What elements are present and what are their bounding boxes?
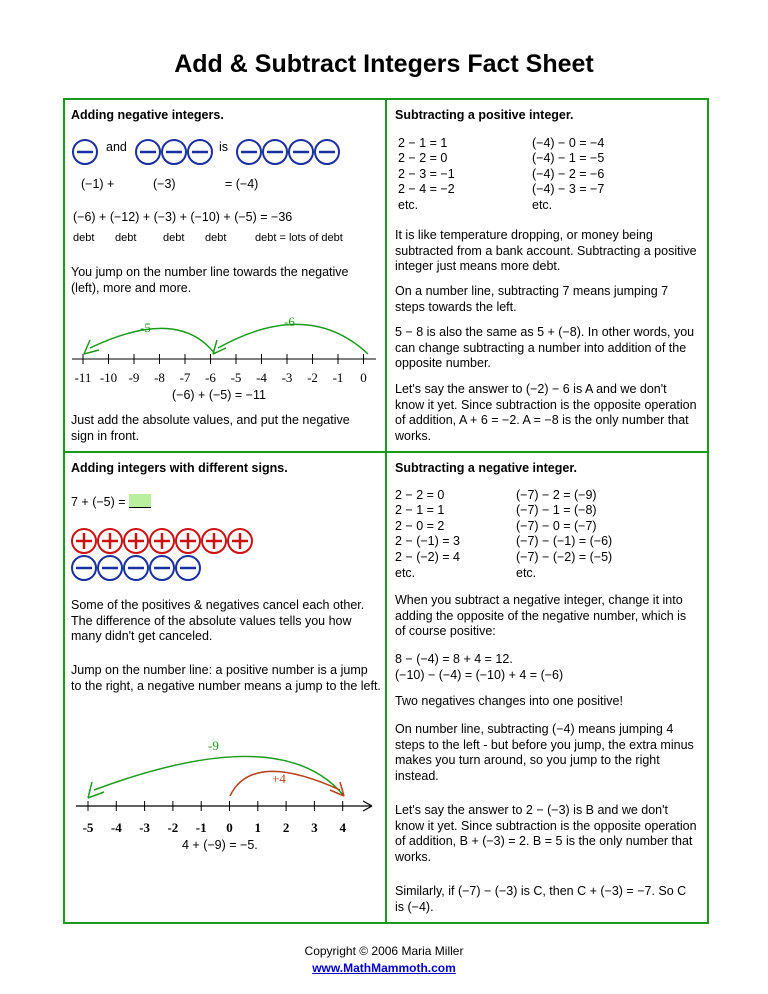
q3-para2: Jump on the number line: a positive number is a jump to the right, a negative number means a jump to the left. (71, 663, 381, 693)
q1-debt-3: debt (163, 232, 185, 244)
tick-label: -3 (281, 370, 293, 385)
q3-para1: Some of the positives & negatives cancel each other. The difference of the absolute values tells you how many didn't get canceled. (71, 598, 365, 644)
q2-left-row-5: etc. (398, 198, 419, 212)
q2-right-row-1: (−4) − 0 = −4 (532, 136, 605, 150)
tick-label: -5 (82, 820, 94, 835)
tick-label: -10 (99, 370, 118, 385)
q4-para3: On number line, subtracting (−4) means jumping 4 steps to the left - but before you jump, the extra minus makes you turn around, so you jump to the right instead. (395, 722, 694, 783)
tick-label: 4 (339, 820, 346, 835)
q2-right-row-5: etc. (532, 198, 553, 212)
q2-para3: 5 − 8 is also the same as 5 + (−8). In other words, you can change subtracting a number into addition of the opposite number. (395, 325, 695, 371)
integer-tokens-illustration (71, 526, 261, 584)
q3-arc-label-2: +4 (272, 771, 286, 786)
tick-label: -4 (256, 370, 267, 385)
q4-right-row-4: (−7) − (−1) = (−6) (516, 534, 613, 548)
q1-arc-label-2: -6 (284, 314, 295, 329)
q3-arc-label-1: -9 (208, 738, 219, 753)
q2-right-row-3: (−4) − 2 = −6 (532, 167, 605, 181)
q1-is-word: is (219, 140, 229, 154)
q2-left-row-4: 2 − 4 = −2 (398, 182, 455, 196)
q1-and-word: and (106, 140, 127, 154)
tick-label: -5 (230, 370, 242, 385)
q2-right-row-2: (−4) − 1 = −5 (532, 151, 605, 165)
tick-label: -1 (332, 370, 344, 385)
q1-debt-2: debt (115, 232, 137, 244)
tick-label: -9 (128, 370, 140, 385)
q2-left-row-2: 2 − 2 = 0 (398, 151, 448, 165)
q3-problem-text: 7 + (−5) = (71, 495, 126, 509)
website-link[interactable]: www.MathMammoth.com (312, 961, 456, 975)
q3-heading: Adding integers with different signs. (71, 461, 288, 475)
tick-label: -3 (139, 820, 151, 835)
tick-label: 2 (282, 820, 290, 835)
q1-arc-label-1: -5 (140, 320, 151, 335)
q4-right-row-3: (−7) − 0 = (−7) (516, 519, 597, 533)
q4-left-row-1: 2 − 2 = 0 (395, 488, 445, 502)
q1-label-c: = (−4) (225, 177, 259, 191)
q1-para2: Just add the absolute values, and put the negative sign in front. (71, 413, 350, 443)
tick-label: -2 (167, 820, 179, 835)
tick-label: -11 (74, 370, 92, 385)
q2-para2: On a number line, subtracting 7 means jumping 7 steps towards the left. (395, 284, 669, 314)
page-title: Add & Subtract Integers Fact Sheet (174, 50, 594, 78)
q3-caption: 4 + (−9) = −5. (182, 838, 258, 852)
tick-label: -8 (154, 370, 165, 385)
q2-heading: Subtracting a positive integer. (395, 108, 574, 122)
q3-problem (71, 494, 151, 511)
q1-debt-4: debt (205, 232, 227, 244)
q1-debt-5: debt = lots of debt (255, 232, 343, 244)
tick-label: -4 (110, 820, 122, 835)
q1-sum-line: (−6) + (−12) + (−3) + (−10) + (−5) = −36 (73, 210, 293, 224)
q4-right-row-5: (−7) − (−2) = (−5) (516, 550, 613, 564)
q3-number-line (72, 730, 382, 820)
q4-para1: When you subtract a negative integer, change it into adding the opposite of the negative number, which is of course positive: (395, 593, 687, 639)
tick-label: 1 (254, 820, 262, 835)
q1-heading: Adding negative integers. (71, 108, 224, 122)
q4-left-row-4: 2 − (−1) = 3 (395, 534, 460, 548)
q1-caption: (−6) + (−5) = −11 (172, 388, 266, 402)
q4-para2: Two negatives changes into one positive! (395, 694, 623, 708)
tick-label: 0 (226, 820, 233, 835)
q1-para1: You jump on the number line towards the negative (left), more and more. (71, 265, 349, 295)
q4-para4: Let's say the answer to 2 − (−3) is B and we don't know it yet. Since subtraction is the opposite operation of addition, B + (−3) = 2. B = 5 is the only number that works. (395, 803, 697, 864)
q4-left-row-3: 2 − 0 = 2 (395, 519, 445, 533)
tick-label: 0 (360, 370, 367, 385)
tick-label: -1 (195, 820, 207, 835)
q1-debt-1: debt (73, 232, 95, 244)
q4-left-row-2: 2 − 1 = 1 (395, 503, 445, 517)
q4-para5: Similarly, if (−7) − (−3) is C, then C + (−3) = −7. So C is (−4). (395, 884, 687, 914)
q1-label-b: (−3) (153, 177, 176, 191)
grid-divider-vertical (385, 98, 387, 924)
q4-left-row-6: etc. (395, 566, 416, 580)
q4-right-row-1: (−7) − 2 = (−9) (516, 488, 597, 502)
tick-label: -6 (205, 370, 216, 385)
q2-left-row-3: 2 − 3 = −1 (398, 167, 455, 181)
tick-label: 3 (311, 820, 318, 835)
q1-label-a: (−1) + (81, 177, 115, 191)
tick-label: -7 (179, 370, 191, 385)
tick-label: -2 (307, 370, 318, 385)
q2-para1: It is like temperature dropping, or money being subtracted from a bank account. Subtracting a positive integer just means more debt. (395, 228, 697, 274)
q4-heading: Subtracting a negative integer. (395, 461, 577, 475)
q2-right-row-4: (−4) − 3 = −7 (532, 182, 605, 196)
q4-left-row-5: 2 − (−2) = 4 (395, 550, 460, 564)
q2-para4: Let's say the answer to (−2) − 6 is A and we don't know it yet. Since subtraction is the opposite operation of addition, A + 6 = −2. A = −8 is the only number that works. (395, 382, 697, 443)
q4-eq2: (−10) − (−4) = (−10) + 4 = (−6) (395, 668, 564, 682)
copyright: Copyright © 2006 Maria Miller (304, 944, 464, 958)
q2-left-row-1: 2 − 1 = 1 (398, 136, 448, 150)
grid-divider-horizontal (63, 451, 709, 453)
q4-right-row-6: etc. (516, 566, 537, 580)
q4-eq1: 8 − (−4) = 8 + 4 = 12. (395, 652, 513, 666)
answer-blank[interactable] (129, 494, 151, 508)
q4-right-row-2: (−7) − 1 = (−8) (516, 503, 597, 517)
